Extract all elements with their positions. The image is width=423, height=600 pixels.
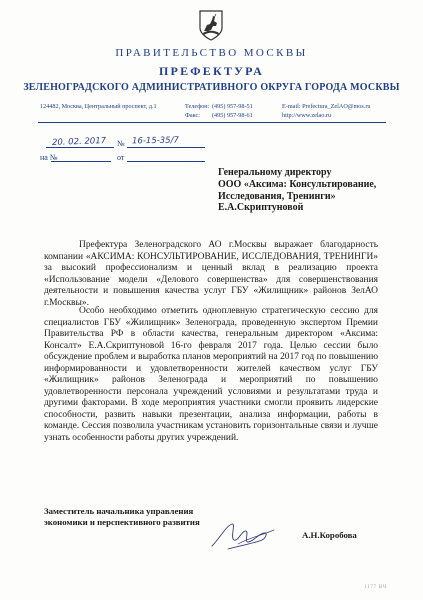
fax-label: Факс: [185,112,200,119]
addressee-name: Е.А.Скриптуновой [218,202,304,214]
office-address: 124482, Москва, Центральный проспект, д.1 [40,103,157,110]
signatory-name: А.Н.Коробова [302,530,357,540]
letter-paragraph-1: Префектура Зеленоградского АО г.Москвы выражает благодарность компании «АКСИМА: КОНСУЛЬТИРОВАНИЕ, ИССЛЕДОВАНИЯ, ТРЕНИНГИ» за высокий профессионализм и ценный вклад в реализацию проекта «Использование модели «Делового совершенства» для совершенствования деятельности и повышения качества услуг ГБУ «Жилищник» районов ЗелАО г.Москвы». [44,240,378,308]
addressee-position: Генеральному директору [218,167,332,178]
handwritten-outgoing-number: 16-15-35/7 [131,135,179,147]
signatory-title: Заместитель начальника управления экономики и перспективного развития [44,506,200,527]
phone-label: Телефон: [185,103,210,110]
reply-to-date-line [127,161,205,162]
handwritten-signature [208,516,278,554]
letter-paragraph-2: Особо необходимо отметить одноплевную стратегическую сессию для специалистов ГБУ «Жилищник» Зеленограда, проведенную экспертом Премии Правительства РФ в области качества, генеральным директором «Аксима: Консалт» Е.А.Скриптуновой 16-го февраля 2017 года. Целью сессии было обсуждение проблем и выработка планов мероприятий на 2017 год по повышению информированности и удовлетворенности жителей качеством услуг ГБУ «Жилищник» районов Зеленограда и мероприятий по повышению удовлетворенности персонала учреждений условиями и результатами труда и другими факторами. В ходе мероприятия участники смогли проявить лидерские способности, развить навыки презентации, анализа информации, работы в команде. Сессия позволила участникам установить горизонтальные связи и лучше узнать особенности работы других учреждений. [44,306,378,443]
letterhead-divider [38,122,386,123]
moscow-coat-of-arms-emblem [198,9,224,41]
reply-to-number-line [51,161,111,162]
email-address: E-mail: Prefectura_ZelAO@mos.ru [282,103,371,110]
okrug-title: ЗЕЛЕНОГРАДСКОГО АДМИНИСТРАТИВНОГО ОКРУГА ГОРОДА МОСКВЫ [23,82,400,93]
prefecture-title: ПРЕФЕКТУРА [159,64,264,78]
addressee-organization: ООО «Аксима: Консультирование, Исследования, Тренинги» [218,178,377,202]
phone-value: (495) 957-98-51 [212,103,253,110]
addressee-block [218,167,408,214]
fax-value: (495) 957-98-61 [212,112,253,119]
website-address: http://www.zelao.ru [282,112,332,119]
number-label: № [117,139,125,148]
archive-stamp-code: 1177 ВЧ [364,584,387,590]
government-title: ПРАВИТЕЛЬСТВО МОСКВЫ [115,47,308,59]
reply-to-number-label: на № [40,153,58,162]
number-field-line [127,147,205,148]
handwritten-date: 20. 02. 2017 [51,136,107,148]
reply-to-date-label: от [117,153,125,162]
